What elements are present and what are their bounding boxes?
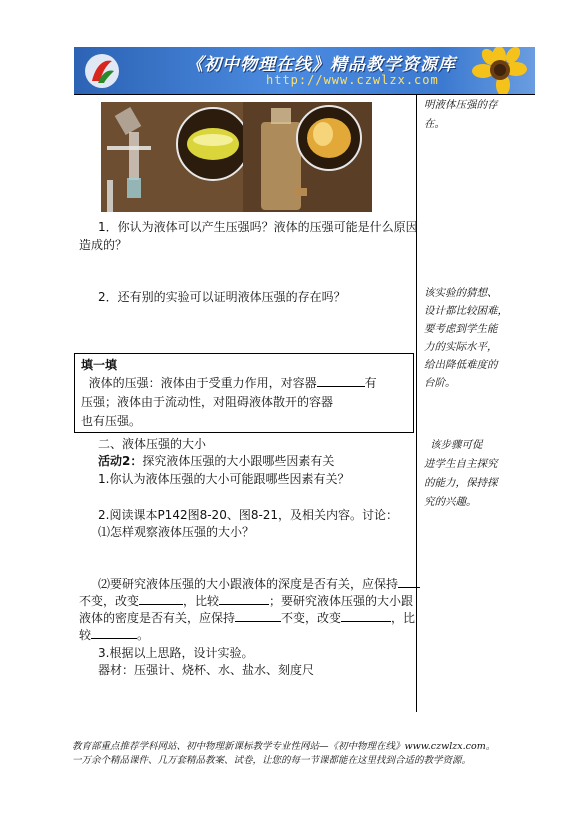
side-note-2-line5: 给出降低难度的 [424, 359, 498, 371]
fill-blank-3[interactable] [139, 593, 183, 605]
banner-url[interactable]: http://www.czwlzx.com [266, 73, 439, 87]
activity-2-label: 活动2： [98, 454, 143, 468]
section-2-item-2-sub2-line4 [79, 627, 149, 644]
sub2-text-d: ；要研究液体压强的大小跟 [269, 594, 414, 608]
section-2-item-2-sub2-line1 [98, 576, 420, 593]
footer-line-2: 一万余个精品课件、几万套精品教案、试卷，让您的每一节课都能在这里找到合适的教学资源。 [72, 755, 472, 766]
side-note-3-line1: 该步骤可促 [430, 439, 483, 451]
side-note-1-line2: 在。 [424, 118, 445, 130]
side-note-3-line4: 究的兴趣。 [424, 496, 477, 508]
fill-box-line2: 压强；液体由于流动性，对阻碍液体散开的容器 [81, 395, 334, 409]
fill-blank-4[interactable] [219, 593, 269, 605]
question-2: 2．还有别的实验可以证明液体压强的存在吗？ [98, 290, 346, 304]
fill-box-line1-end: 有 [364, 376, 377, 390]
site-logo-icon [82, 51, 122, 91]
fill-blank-7[interactable] [91, 627, 137, 639]
side-note-3-line2: 进学生自主探究 [424, 458, 498, 470]
banner-title: 《初中物理在线》精品教学资源库 [186, 55, 456, 75]
bottle-experiment-illustration [243, 102, 372, 212]
section-2-item-2-sub2-line3 [79, 610, 415, 627]
table-top-border [74, 94, 535, 95]
sub2-text-c: ，比较 [183, 594, 220, 608]
side-note-2-line2: 设计都比较困难， [424, 305, 508, 317]
sub2-text-h: 较 [79, 628, 92, 642]
activity-2-text: 探究液体压强的大小跟哪些因素有关 [142, 454, 335, 468]
section-2-item-2-sub1: ⑴怎样观察液体压强的大小？ [98, 525, 255, 539]
experiment-photo-right [243, 102, 372, 212]
side-note-2-line3: 要考虑到学生能 [424, 323, 498, 335]
sub2-text-e: 液体的密度是否有关，应保持 [79, 611, 236, 625]
fill-box-heading: 填一填 [81, 358, 118, 372]
side-note-2-line6: 台阶。 [424, 377, 456, 389]
site-banner [74, 47, 535, 94]
sub2-text-b: 不变，改变 [79, 594, 140, 608]
sunflower-icon [461, 47, 531, 94]
fill-blank-6[interactable] [341, 610, 391, 622]
sub2-text-i: 。 [137, 628, 150, 642]
sub2-text-a: ⑵要研究液体压强的大小跟液体的深度是否有关，应保持 [98, 577, 399, 591]
fill-blank-5[interactable] [235, 610, 281, 622]
side-note-1-line1: 明液体压强的存 [424, 99, 498, 111]
column-divider [416, 94, 417, 712]
section-2-item-2: 2.阅读课本P142图8-20、图8-21，及相关内容。讨论： [98, 508, 399, 522]
sub2-text-f: 不变，改变 [281, 611, 342, 625]
tube-experiment-illustration [101, 102, 258, 212]
fill-blank-1[interactable] [317, 375, 365, 387]
activity-2 [98, 453, 334, 470]
fill-box-line1 [81, 374, 407, 393]
section-2-item-1: 1.你认为液体压强的大小可能跟哪些因素有关？ [98, 472, 350, 486]
experiment-photo-left [101, 102, 258, 212]
sub2-text-g: ，比 [391, 611, 416, 625]
footer-line-1: 教育部重点推荐学科网站、初中物理新课标教学专业性网站—《初中物理在线》www.czwlzx.com。 [72, 741, 496, 752]
side-note-2-line4: 力的实际水平， [424, 341, 498, 353]
section-2-item-2-sub2-line2 [79, 593, 413, 610]
fill-box-line1-text: 液体的压强：液体由于受重力作用，对容器 [88, 376, 317, 390]
question-1-line1: 1．你认为液体可以产生压强吗？液体的压强可能是什么原因 [98, 220, 418, 234]
fill-blank-2[interactable] [398, 576, 420, 588]
section-2-item-3: 3.根据以上思路，设计实验。 [98, 646, 254, 660]
fill-box-line3: 也有压强。 [81, 414, 142, 428]
section-2-item-3-materials: 器材：压强计、烧杯、水、盐水、刻度尺 [98, 663, 315, 677]
side-note-3-line3: 的能力，保持探 [424, 477, 498, 489]
question-1-line2: 造成的？ [79, 238, 128, 252]
side-note-2-line1: 该实验的猜想、 [424, 287, 498, 299]
section-2-heading: 二、液体压强的大小 [98, 437, 207, 451]
fill-in-box [74, 353, 414, 433]
